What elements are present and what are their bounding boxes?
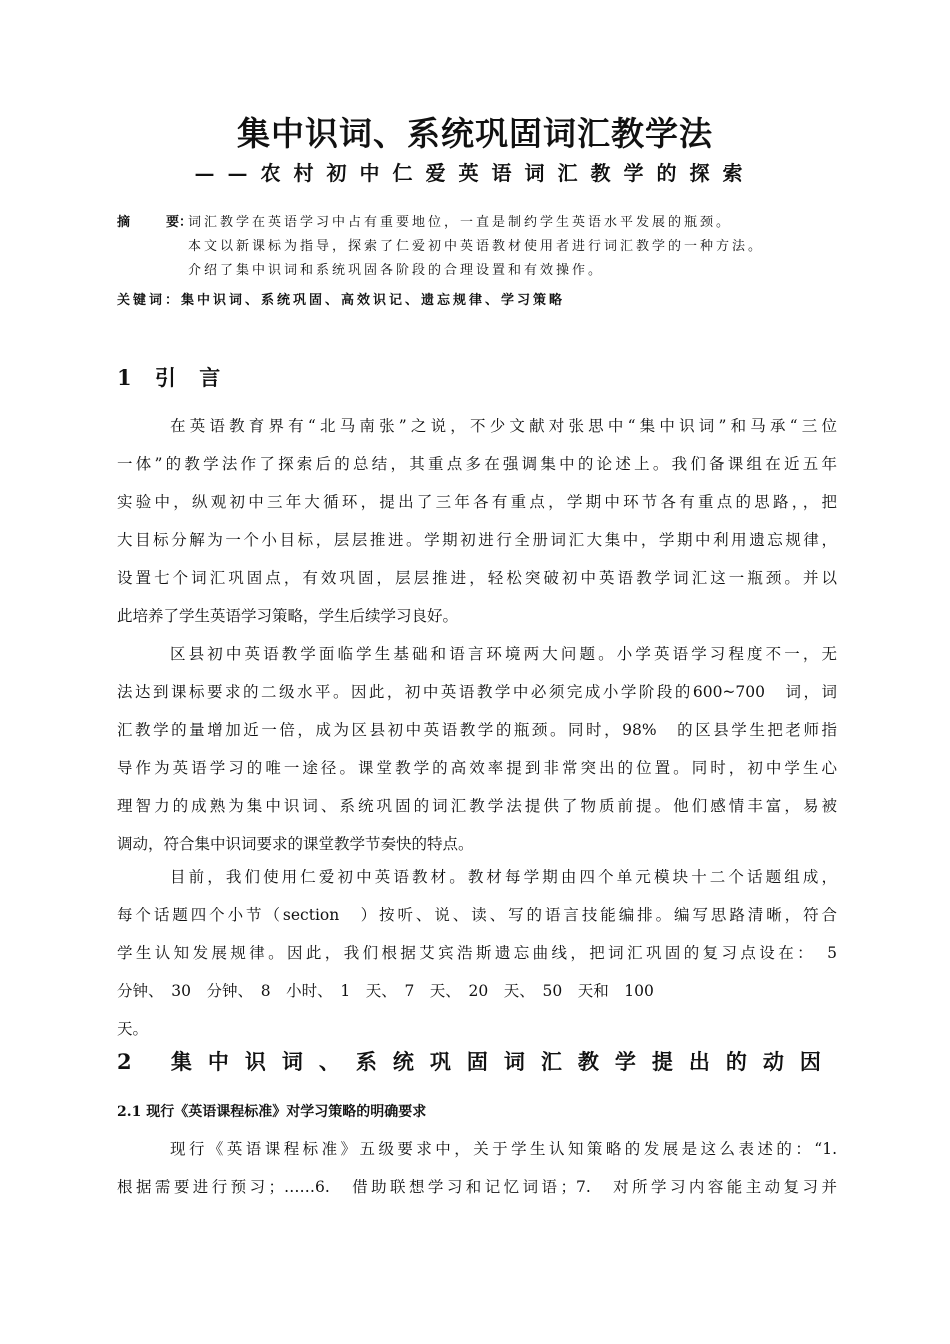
paragraph-line: 一体”的教学法作了探索后的总结，其重点多在强调集中的论述上。我们备课组在近五年 bbox=[117, 455, 837, 473]
abstract-line: 词汇教学在英语学习中占有重要地位，一直是制约学生英语水平发展的瓶颈。 bbox=[188, 215, 733, 230]
paragraph-line: 此培养了学生英语学习策略，学生后续学习良好。 bbox=[117, 607, 459, 625]
paragraph-line: 学生认知发展规律。因此，我们根据艾宾浩斯遗忘曲线，把词汇巩固的复习点设在： 5 bbox=[117, 944, 837, 962]
paragraph-line: 分钟、 30 分钟、 8 小时、 1 天、 7 天、 20 天、 50 天和 100 bbox=[117, 982, 654, 1000]
paragraph-line: 在英语教育界有“北马南张”之说，不少文献对张思中“集中识词”和马承“三位 bbox=[170, 417, 837, 435]
paragraph-line: 目前，我们使用仁爱初中英语教材。教材每学期由四个单元模块十二个话题组成， bbox=[170, 868, 837, 886]
section-2-heading: 2 集中识词、系统巩固词汇教学提出的动因 bbox=[117, 1049, 837, 1074]
keywords: 关键词：集中识词、系统巩固、高效识记、遗忘规律、学习策略 bbox=[117, 293, 566, 308]
paragraph-line: 调动，符合集中识词要求的课堂教学节奏快的特点。 bbox=[117, 835, 474, 853]
paragraph-line: 每个话题四个小节（section ）按听、说、读、写的语言技能编排。编写思路清晰，符合 bbox=[117, 906, 837, 924]
paragraph-line: 区县初中英语教学面临学生基础和语言环境两大问题。小学英语学习程度不一，无 bbox=[170, 645, 837, 663]
abstract-label bbox=[117, 211, 192, 235]
abstract-line: 本文以新课标为指导，探索了仁爱初中英语教材使用者进行词汇教学的一种方法。 bbox=[188, 239, 765, 254]
paragraph-line: 现行《英语课程标准》五级要求中，关于学生认知策略的发展是这么表述的：“1. bbox=[170, 1140, 837, 1158]
section-1-heading: 1 引 言 bbox=[117, 365, 229, 390]
paragraph-line: 理智力的成熟为集中识词、系统巩固的词汇教学法提供了物质前提。他们感情丰富，易被 bbox=[117, 797, 837, 815]
abstract-label-right: 要： bbox=[166, 215, 193, 230]
paragraph-line: 实验中，纵观初中三年大循环，提出了三年各有重点，学期中环节各有重点的思路，，把 bbox=[117, 493, 837, 511]
paragraph-line: 设置七个词汇巩固点，有效巩固，层层推进，轻松突破初中英语教学词汇这一瓶颈。并以 bbox=[117, 569, 837, 587]
paragraph-line: 法达到课标要求的二级水平。因此，初中英语教学中必须完成小学阶段的600~700 词，词 bbox=[117, 683, 837, 701]
abstract-line: 介绍了集中识词和系统巩固各阶段的合理设置和有效操作。 bbox=[188, 263, 605, 278]
abstract-label-left: 摘 bbox=[117, 215, 131, 230]
paragraph-line: 导作为英语学习的唯一途径。课堂教学的高效率提到非常突出的位置。同时，初中学生心 bbox=[117, 759, 837, 777]
paragraph-line: 天。 bbox=[117, 1020, 149, 1038]
paragraph-line: 根据需要进行预习；……6. 借助联想学习和记忆词语；7. 对所学习内容能主动复习并 bbox=[117, 1178, 837, 1196]
paragraph-line: 大目标分解为一个小目标，层层推进。学期初进行全册词汇大集中，学期中利用遗忘规律， bbox=[117, 531, 837, 549]
document-title: 集中识词、系统巩固词汇教学法 bbox=[237, 114, 713, 153]
section-2-1-heading: 2.1 现行《英语课程标准》对学习策略的明确要求 bbox=[117, 1104, 427, 1120]
paragraph-line: 汇教学的量增加近一倍，成为区县初中英语教学的瓶颈。同时，98% 的区县学生把老师指 bbox=[117, 721, 837, 739]
document-subtitle: ——农村初中仁爱英语词汇教学的探索 bbox=[194, 161, 756, 185]
